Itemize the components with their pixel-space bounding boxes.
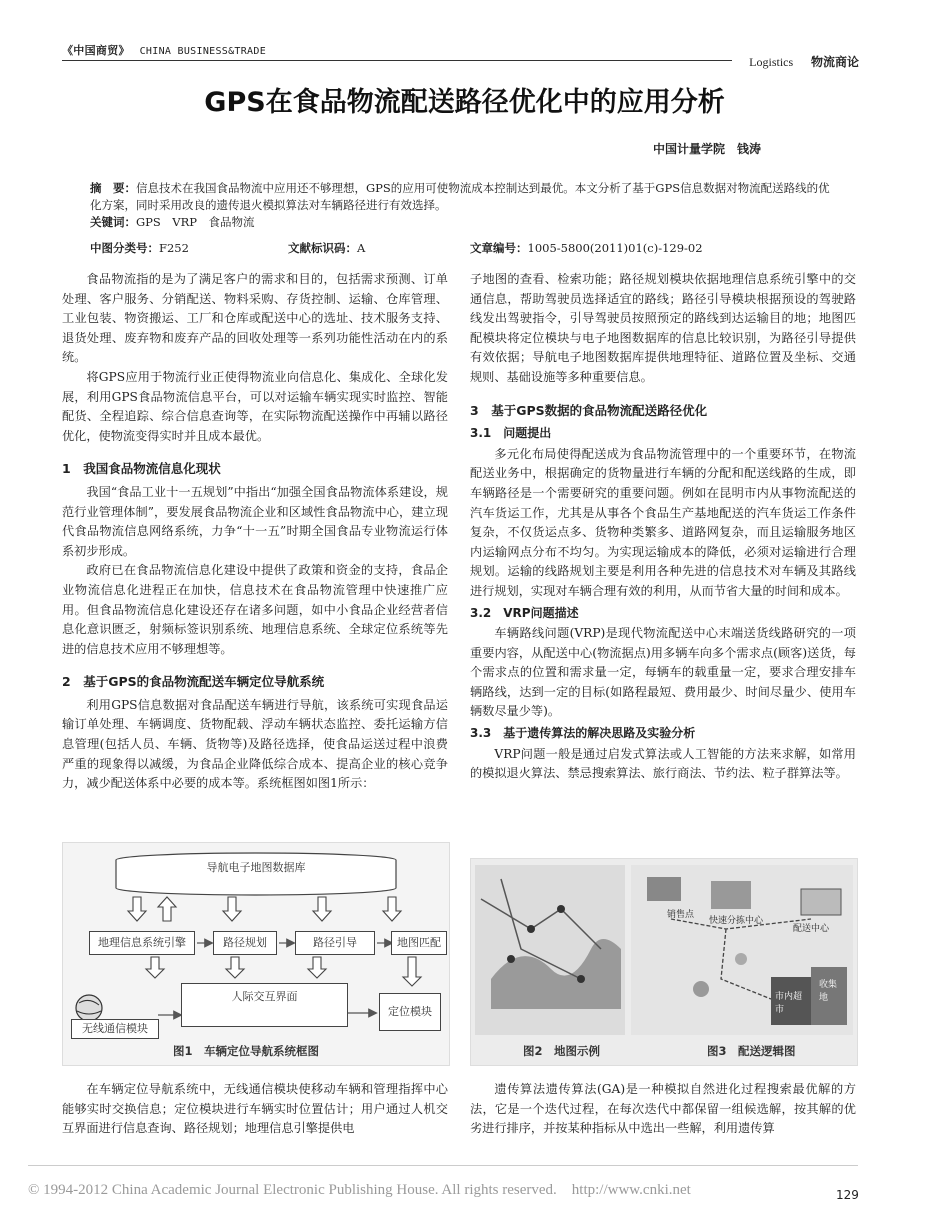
left-paragraph-6: 在车辆定位导航系统中，无线通信模块使移动车辆和管理指挥中心能够实时交换信息；定位模块进行车辆实时位置估计；用户通过人机交互界面进行信息查询、路径规划；地理信息引擎提供电	[62, 1082, 448, 1136]
left-column-upper	[62, 270, 448, 794]
doc-code-label: 文献标识码：	[288, 241, 357, 255]
clc-line	[90, 240, 189, 256]
wireless-box: 无线通信模块	[71, 1019, 159, 1039]
paper-author: 中国计量学院 钱涛	[652, 142, 761, 156]
journal-header	[62, 42, 266, 58]
abstract-block	[90, 180, 840, 231]
section-3-heading: 3 基于GPS数据的食品物流配送路径优化	[470, 402, 708, 418]
hci-box	[181, 983, 348, 1027]
left-paragraph-1: 食品物流指的是为了满足客户的需求和目的，包括需求预测、订单处理、客户服务、分销配送、物料采购、存货控制、运输、仓库管理、工业包装、物资搬运、工厂和仓库或配送中心的选址、技术服务支持、退货处理、废弃物和废弃产品的回收处理等一系列功能性活动在内的系统。	[62, 272, 448, 365]
left-column-lower	[62, 1080, 448, 1139]
article-number-value: 1005-5800(2011)01(c)-129-02	[527, 241, 703, 255]
page-number: 129	[836, 1188, 859, 1202]
left-paragraph-4: 政府已在食品物流信息化建设中提供了政策和资金的支持，食品企业物流信息化进程正在加快，信息技术在食品物流管理中快速推广应用。但食品物流信息化建设还存在诸多问题，如中小食品企业经营者信息化意识匮乏，射频标签识别系统、地理信息系统、全球定位系统等先进的信息技术应用不够理想等。	[62, 563, 448, 656]
clc-value: F252	[159, 241, 189, 255]
map-and-logistics-illustration	[471, 859, 857, 1065]
map-matching-box: 地图匹配	[391, 931, 447, 955]
figure-1	[62, 842, 450, 1066]
keywords-label: 关键词：	[90, 215, 136, 229]
left-paragraph-5: 利用GPS信息数据对食品配送车辆进行导航，该系统可实现食品运输订单处理、车辆调度、货物配载、浮动车辆状态监控、委托运输方信息管理(包括人员、车辆、货物等)及路径选择，使食品运送过程中浪费严重的现象得以减缓，为食品企业降低综合成本、提高企业的核心竞争力，减少配送体系中必要的成本等。系统框图如图1所示：	[62, 697, 448, 791]
label-sorting-center: 快速分拣中心	[709, 916, 764, 926]
section-en: Logistics	[749, 55, 794, 69]
section-header	[749, 53, 859, 70]
section-3-1-heading: 3.1 问题提出	[470, 426, 552, 441]
path-guidance-box: 路径引导	[295, 931, 375, 955]
journal-name-cn: 《中国商贸》	[62, 44, 130, 57]
abstract-text: 信息技术在我国食品物流中应用还不够理想，GPS的应用可使物流成本控制达到最优。本文分析了基于GPS信息数据对物流配送路线的优化方案，同时采用改良的遗传退火模拟算法对车辆路径进行有效选择。	[90, 181, 830, 212]
journal-name-en: CHINA BUSINESS&TRADE	[139, 46, 267, 57]
gis-engine-box: 地理信息系统引擎	[89, 931, 195, 955]
copyright-footer: © 1994-2012 China Academic Journal Electronic Publishing House. All rights reserved. http://www.cnki.net	[28, 1182, 691, 1198]
header-rule	[62, 60, 732, 61]
label-market: 市内超市	[775, 992, 803, 1015]
label-distribution-center: 配送中心	[793, 924, 830, 934]
clc-label: 中图分类号：	[90, 241, 159, 255]
doc-code-line	[288, 240, 365, 256]
right-paragraph-4: VRP问题一般是通过启发式算法或人工智能的方法来求解，如常用的模拟退火算法、禁忌搜索算法、旅行商法、节约法、粒子群算法等。	[470, 746, 856, 781]
left-paragraph-2: 将GPS应用于物流行业正使得物流业向信息化、集成化、全球化发展，利用GPS食品物流信息平台，可以对运输车辆实现实时监控、智能配货、全程追踪、综合信息查询等，在实际物流配送操作中再辅以路径优化，使物流变得实时并且成本最优。	[62, 369, 448, 443]
keywords-value: GPS VRP 食品物流	[136, 215, 255, 229]
section-1-heading: 1 我国食品物流信息化现状	[62, 461, 221, 477]
right-paragraph-5: 遗传算法遗传算法(GA)是一种模拟自然进化过程搜索最优解的方法，它是一个迭代过程，在每次迭代中都保留一组候选解，按其解的优劣进行排序，并按某种指标从中选出一些解，利用遗传算	[470, 1082, 856, 1136]
label-collection: 收集地	[819, 980, 838, 1003]
section-2-heading: 2 基于GPS的食品物流配送车辆定位导航系统	[62, 674, 325, 690]
label-sales-point: 销售点	[667, 910, 695, 920]
figures-2-3	[470, 858, 858, 1066]
section-cn: 物流商论	[810, 55, 859, 69]
figure-3-caption: 图3 配送逻辑图	[707, 1044, 796, 1058]
right-column-lower	[470, 1080, 856, 1139]
figure-1-caption: 图1 车辆定位导航系统框图	[173, 1044, 320, 1058]
right-paragraph-3: 车辆路线问题(VRP)是现代物流配送中心末端送货线路研究的一项重要内容，从配送中心(物流据点)用多辆车向多个需求点(顾客)送货，每个需求点的位置和需求量一定，每辆车的载重量一定，要求合理安排车辆路线，达到一定的目标(如路程最短、费用最少、时间尽量少、使用车辆数尽量少等)。	[470, 626, 856, 719]
right-paragraph-2: 多元化布局使得配送成为食品物流管理中的一个重要环节，在物流配送业务中，根据确定的货物量进行车辆的分配和配送线路的生成，即车辆路径是一个需要研究的重要问题。例如在昆明市内从事物流配送的汽车货运工作，尤其是从事各个食品生产基地配送的汽车货运工作条件复杂，不仅货运点多、货物种类繁多、道路网复杂，而且运输服务地区内运输网点分布不均匀。为实现运输成本的降低，必须对运输进行合理规划。运输的线路规划主要是利用各种先进的信息技术对车辆及其路线进行规划，实现对车辆合理有效的利用，从而节省大量的时间和成本。	[470, 446, 856, 598]
doc-code-value: A	[357, 241, 366, 255]
figure-2-caption: 图2 地图示例	[523, 1044, 601, 1058]
right-paragraph-1: 子地图的查看、检索功能；路径规划模块依据地理信息系统引擎中的交通信息，帮助驾驶员选择适宜的路线；路径引导模块根据预设的驾驶路线发出驾驶指令，引导驾驶员按照预定的路线到达运输目的地；地图匹配模块将定位模块与电子地图数据库的信息比较识别，为路径引导提供有效依据；导航电子地图数据库提供地理特征、道路位置及坐标、交通规则、基础设施等多种重要信息。	[470, 272, 856, 384]
right-column-upper	[470, 270, 856, 784]
map-database-label: 导航电子地图数据库	[206, 861, 306, 874]
article-number-line	[470, 240, 703, 256]
abstract-text-line	[90, 180, 840, 214]
abstract-label: 摘 要：	[90, 181, 136, 195]
footer-rule	[28, 1165, 858, 1166]
section-3-2-heading: 3.2 VRP问题描述	[470, 605, 579, 620]
paper-title: GPS在食品物流配送路径优化中的应用分析	[204, 87, 725, 118]
path-planning-box: 路径规划	[213, 931, 277, 955]
hci-label: 人际交互界面	[231, 990, 298, 1003]
article-number-label: 文章编号：	[470, 241, 528, 255]
positioning-box: 定位模块	[379, 993, 441, 1031]
left-paragraph-3: 我国“食品工业十一五规划”中指出“加强全国食品物流体系建设，规范行业管理体制”，要发展食品物流企业和区域性食品物流中心，建立现代食品物流信息网络系统，力争“十一五”时期全国食品专业物流运行体系初步形成。	[62, 484, 448, 558]
section-3-3-heading: 3.3 基于遗传算法的解决思路及实验分析	[470, 726, 696, 741]
keywords-line	[90, 214, 840, 231]
